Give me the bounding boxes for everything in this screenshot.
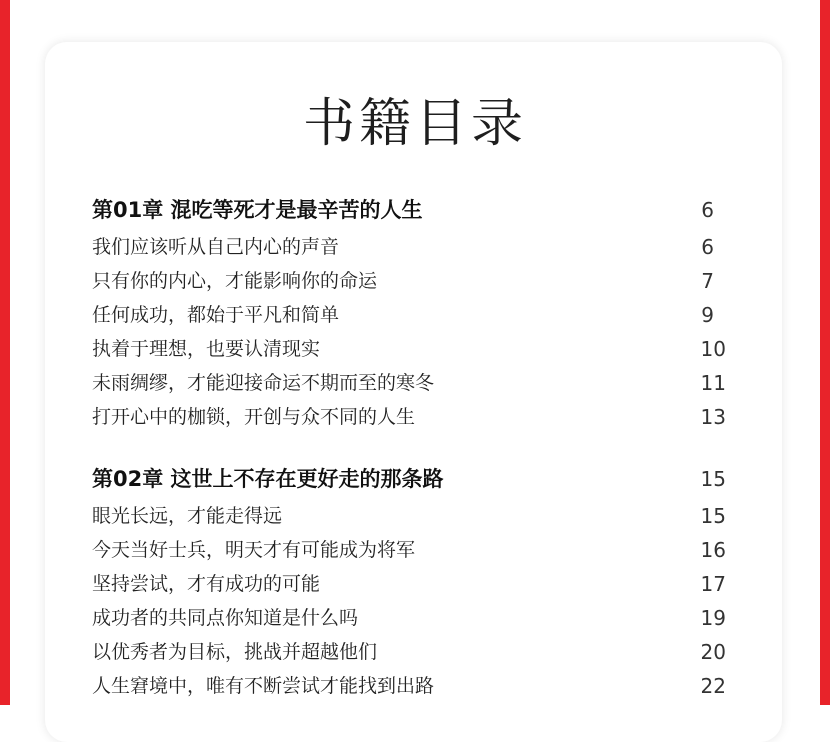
page-number: 22 [700,674,726,698]
page-number: 17 [700,572,726,596]
entry-title: 今天当好士兵，明天才有可能成为将军 [92,539,416,561]
toc-entry[interactable] [92,499,726,533]
page-number: 19 [700,606,726,630]
toc-entry[interactable] [92,567,726,601]
page-number: 7 [701,269,714,293]
page-number: 10 [700,337,726,361]
toc-entry[interactable] [92,230,726,264]
page-number: 6 [701,198,714,222]
toc-entry[interactable] [92,298,726,332]
toc-entry[interactable] [92,669,726,703]
toc-entry[interactable] [92,264,726,298]
chapter-title: 第01章 混吃等死才是最辛苦的人生 [92,198,423,222]
toc-entry[interactable] [92,601,726,635]
toc-entry[interactable] [92,533,726,567]
page-number: 16 [700,538,726,562]
page-number: 15 [700,467,726,491]
entry-title: 未雨绸缪，才能迎接命运不期而至的寒冬 [92,372,435,394]
toc-entry[interactable] [92,366,726,400]
entry-title: 人生窘境中，唯有不断尝试才能找到出路 [92,675,435,697]
entry-title: 眼光长远，才能走得远 [92,505,283,527]
toc-entry[interactable] [92,332,726,366]
toc-entry[interactable] [92,400,726,434]
entry-title: 打开心中的枷锁，开创与众不同的人生 [92,406,416,428]
chapter-heading[interactable] [92,190,726,230]
page-number: 13 [700,405,726,429]
chapter-title: 第02章 这世上不存在更好走的那条路 [92,467,444,491]
entry-title: 任何成功，都始于平凡和简单 [92,304,340,326]
entry-title: 我们应该听从自己内心的声音 [92,236,340,258]
entry-title: 以优秀者为目标，挑战并超越他们 [92,641,378,663]
page-number: 6 [701,235,714,259]
chapter-1 [92,190,726,434]
entry-title: 只有你的内心，才能影响你的命运 [92,270,378,292]
toc-entry[interactable] [92,635,726,669]
entry-title: 执着于理想，也要认清现实 [92,338,321,360]
entry-title: 坚持尝试，才有成功的可能 [92,573,321,595]
chapter-2 [92,459,726,703]
page-number: 20 [700,640,726,664]
page-number: 15 [700,504,726,528]
page-number: 9 [701,303,714,327]
entry-title: 成功者的共同点你知道是什么吗 [92,607,359,629]
page-number: 11 [700,371,726,395]
page-title: 书籍目录 [302,94,527,154]
chapter-heading[interactable] [92,459,726,499]
